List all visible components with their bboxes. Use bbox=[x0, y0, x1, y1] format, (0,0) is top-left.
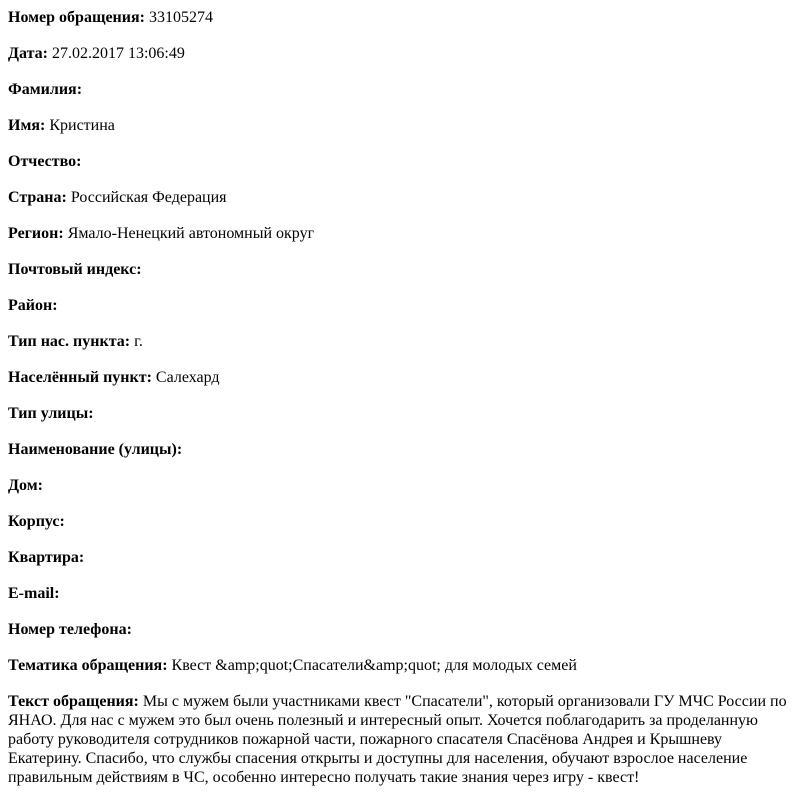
field-value-appeal-text: Мы с мужем были участниками квест "Спасатели", который организовали ГУ МЧС России по ЯНАО. Для нас с мужем это был очень полезный и интересный опыт. Хочется поблагодарить за проделанную работу руководителя сотрудников пожарной части, пожарного спасателя Спасёнова Андрея и Крышневу Екатерину. Спасибо, что службы спасения открыты и доступны для населения, обучают взрослое население правильным действиям в ЧС, особенно интересно получать такие знания через игру - квест! bbox=[8, 693, 787, 786]
field-row-settlement bbox=[8, 368, 787, 387]
field-label-appeal-text: Текст обращения: bbox=[8, 693, 139, 710]
field-label-settlement: Населённый пункт: bbox=[8, 369, 152, 386]
field-row-region bbox=[8, 224, 787, 243]
field-label-postal-code: Почтовый индекс: bbox=[8, 261, 142, 278]
field-row-phone bbox=[8, 620, 787, 639]
field-label-region: Регион: bbox=[8, 225, 64, 242]
field-label-district: Район: bbox=[8, 297, 58, 314]
field-label-lastname: Фамилия: bbox=[8, 81, 83, 98]
field-row-apartment bbox=[8, 548, 787, 567]
field-row-country bbox=[8, 188, 787, 207]
field-row-topic bbox=[8, 656, 787, 675]
field-label-house: Дом: bbox=[8, 477, 43, 494]
field-label-firstname: Имя: bbox=[8, 117, 46, 134]
field-row-date bbox=[8, 44, 787, 63]
field-row-district bbox=[8, 296, 787, 315]
field-label-street-name: Наименование (улицы): bbox=[8, 441, 183, 458]
field-value-settlement-type: г. bbox=[134, 333, 143, 350]
field-label-email: E-mail: bbox=[8, 585, 60, 602]
field-row-settlement-type bbox=[8, 332, 787, 351]
field-row-house bbox=[8, 476, 787, 495]
appeal-document bbox=[8, 8, 787, 787]
field-label-date: Дата: bbox=[8, 45, 48, 62]
field-row-street-name bbox=[8, 440, 787, 459]
field-row-appeal-text bbox=[8, 692, 787, 787]
field-row-lastname bbox=[8, 80, 787, 99]
field-label-settlement-type: Тип нас. пункта: bbox=[8, 333, 131, 350]
field-label-phone: Номер телефона: bbox=[8, 621, 132, 638]
field-value-country: Российская Федерация bbox=[70, 189, 227, 206]
field-label-patronymic: Отчество: bbox=[8, 153, 82, 170]
field-label-topic: Тематика обращения: bbox=[8, 657, 168, 674]
field-row-appeal-number bbox=[8, 8, 787, 27]
field-row-building bbox=[8, 512, 787, 531]
field-value-region: Ямало-Ненецкий автономный округ bbox=[67, 225, 315, 242]
field-label-street-type: Тип улицы: bbox=[8, 405, 94, 422]
field-row-street-type bbox=[8, 404, 787, 423]
field-value-date: 27.02.2017 13:06:49 bbox=[51, 45, 185, 62]
field-label-apartment: Квартира: bbox=[8, 549, 85, 566]
field-label-building: Корпус: bbox=[8, 513, 65, 530]
field-row-email bbox=[8, 584, 787, 603]
field-value-settlement: Салехард bbox=[155, 369, 220, 386]
field-row-firstname bbox=[8, 116, 787, 135]
field-value-firstname: Кристина bbox=[49, 117, 115, 134]
field-row-postal-code bbox=[8, 260, 787, 279]
field-value-topic: Квест &amp;quot;Спасатели&amp;quot; для молодых семей bbox=[171, 657, 577, 674]
field-label-country: Страна: bbox=[8, 189, 67, 206]
field-row-patronymic bbox=[8, 152, 787, 171]
field-value-appeal-number: 33105274 bbox=[148, 9, 213, 26]
field-label-appeal-number: Номер обращения: bbox=[8, 9, 145, 26]
